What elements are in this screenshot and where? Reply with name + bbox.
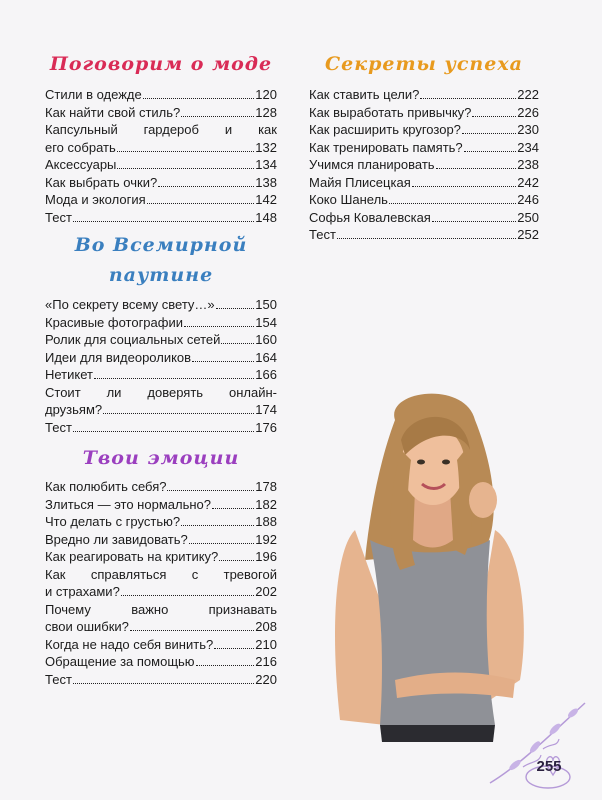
toc-entry-page: 230 [517, 122, 539, 137]
dot-leader [143, 86, 255, 99]
toc-entry-title: Как ставить цели? [309, 87, 420, 102]
toc-entry [309, 156, 539, 174]
toc-entry-page: 150 [255, 297, 277, 312]
dot-leader [103, 401, 254, 414]
toc-entry [309, 86, 539, 104]
toc-entry-row [45, 531, 277, 549]
toc-entry-page: 238 [517, 157, 539, 172]
toc-entry-page: 134 [255, 157, 277, 172]
toc-entry-row [45, 104, 277, 122]
dot-leader [436, 156, 517, 169]
dot-leader [221, 331, 254, 344]
toc-entry [45, 104, 277, 122]
toc-entry-row [45, 583, 277, 601]
toc-entry-title: Тест [45, 671, 72, 687]
toc-entry [309, 139, 539, 157]
toc-entry [45, 636, 277, 654]
toc-entry-row [309, 174, 539, 192]
toc-entry-page: 252 [517, 227, 539, 242]
toc-entry-title: Как полюбить себя? [45, 479, 167, 494]
toc-entry [45, 314, 277, 332]
toc-entry-row [45, 209, 277, 227]
toc-entry-row [309, 209, 539, 227]
toc-entry-title: Ролик для социальных сетей [45, 332, 221, 347]
toc-entry-row [309, 226, 539, 244]
toc-entry-title: Тест [309, 227, 336, 242]
dot-leader [181, 513, 254, 526]
toc-entry [45, 86, 277, 104]
toc-entry [45, 671, 277, 689]
toc-entry-title: Идеи для видеороликов [45, 349, 192, 365]
toc-entry [45, 331, 277, 349]
toc-entry-title: «По секрету всему свету…» [45, 297, 215, 312]
toc-entry-row [45, 366, 277, 384]
toc-entry-page: 176 [255, 419, 277, 435]
toc-entry [309, 209, 539, 227]
toc-entry-page: 154 [255, 314, 277, 330]
dot-leader [73, 209, 254, 222]
dot-leader [192, 349, 254, 362]
toc-entry-page: 174 [255, 402, 277, 417]
toc-entry-row [45, 331, 277, 349]
toc-entry-title: Как тренировать память? [309, 139, 463, 155]
dot-leader [462, 121, 516, 134]
toc-entry-title: Как реагировать на критику? [45, 549, 219, 564]
dot-leader [412, 174, 517, 187]
toc-entry-page: 142 [255, 192, 277, 207]
dot-leader [167, 478, 254, 491]
toc-entry-title: Злиться — это нормально? [45, 496, 211, 512]
toc-list-fashion [45, 86, 277, 226]
toc-entry-line [45, 566, 277, 584]
toc-entry-title: Нетикет [45, 367, 93, 382]
dot-leader [196, 653, 255, 666]
toc-entry-page: 188 [255, 514, 277, 529]
toc-entry-title: Майя Плисецкая [309, 174, 411, 190]
toc-entry [309, 226, 539, 244]
toc-entry-title: Как найти свой стиль? [45, 104, 181, 120]
toc-entry-row [45, 401, 277, 419]
toc-list-success [309, 86, 539, 244]
toc-entry-title: Обращение за помощью [45, 654, 195, 669]
toc-entry-row [45, 419, 277, 437]
decorative-sprig-icon [485, 695, 590, 790]
dot-leader [121, 583, 254, 596]
dot-leader [214, 636, 254, 649]
toc-entry-row [45, 156, 277, 174]
toc-entry-row [45, 349, 277, 367]
toc-entry-text: Стоит ли доверять онлайн- [45, 384, 277, 400]
toc-entry-line [45, 121, 277, 139]
toc-list-emotions [45, 478, 277, 688]
toc-entry [309, 174, 539, 192]
toc-entry-page: 166 [255, 367, 277, 382]
toc-entry-page: 138 [255, 174, 277, 190]
toc-entry-row [45, 548, 277, 566]
toc-entry [45, 174, 277, 192]
toc-entry-row [45, 671, 277, 689]
toc-entry-title: Красивые фотографии [45, 314, 183, 330]
dot-leader [189, 531, 255, 544]
section-title-success: Секреты успеха [325, 53, 523, 75]
toc-entry-title: Как выработать привычку? [309, 104, 472, 120]
dot-leader [464, 139, 517, 152]
dot-leader [432, 209, 516, 222]
toc-entry-row [45, 618, 277, 636]
toc-entry-row [45, 139, 277, 157]
toc-list-web [45, 296, 277, 436]
toc-entry-line [45, 384, 277, 402]
toc-entry-page: 120 [255, 87, 277, 102]
toc-entry [45, 601, 277, 636]
toc-entry-page: 222 [517, 87, 539, 102]
toc-entry [309, 121, 539, 139]
toc-entry-title: Мода и экология [45, 192, 146, 207]
toc-entry-row [309, 191, 539, 209]
toc-entry [45, 366, 277, 384]
dot-leader [181, 104, 254, 117]
section-title-web-line1: Во Всемирной [74, 234, 248, 256]
section-title-emotions: Твои эмоции [82, 447, 240, 469]
toc-entry-title: его собрать [45, 139, 116, 155]
toc-entry-page: 182 [255, 496, 277, 512]
dot-leader [184, 314, 254, 327]
toc-entry [45, 191, 277, 209]
toc-entry-page: 178 [255, 479, 277, 494]
toc-entry [45, 478, 277, 496]
dot-leader [212, 496, 254, 509]
toc-entry [45, 496, 277, 514]
dot-leader [337, 226, 516, 239]
toc-entry [45, 531, 277, 549]
toc-entry-line [45, 601, 277, 619]
section-title-fashion: Поговорим о моде [49, 53, 273, 75]
toc-entry-page: 202 [255, 584, 277, 599]
toc-entry [45, 349, 277, 367]
toc-entry-row [309, 104, 539, 122]
toc-entry-page: 160 [255, 332, 277, 347]
dot-leader [389, 191, 516, 204]
toc-entry-row [45, 296, 277, 314]
toc-entry-title: Тест [45, 419, 72, 435]
toc-entry-title: Вредно ли завидовать? [45, 531, 188, 547]
dot-leader [472, 104, 516, 117]
section-title-web-line2: паутине [108, 264, 214, 286]
toc-entry-row [45, 191, 277, 209]
toc-entry [45, 156, 277, 174]
dot-leader [73, 419, 254, 432]
toc-entry-title: друзьям? [45, 402, 103, 417]
toc-entry-title: Что делать с грустью? [45, 514, 181, 529]
toc-entry-title: и страхами? [45, 584, 120, 599]
toc-entry [45, 296, 277, 314]
toc-entry-row [45, 478, 277, 496]
toc-entry-page: 210 [255, 636, 277, 652]
toc-entry-title: Учимся планировать [309, 157, 435, 172]
dot-leader [216, 296, 255, 309]
toc-entry-row [309, 86, 539, 104]
dot-leader [94, 366, 254, 379]
dot-leader [158, 174, 254, 187]
toc-entry [45, 209, 277, 227]
toc-entry-row [45, 174, 277, 192]
page-number: 255 [536, 758, 562, 775]
toc-entry-row [45, 513, 277, 531]
toc-entry [309, 104, 539, 122]
toc-entry-page: 250 [517, 209, 539, 225]
girl-photo [325, 380, 535, 745]
toc-entry-text: Почему важно признавать [45, 601, 277, 617]
toc-entry-text: Капсульный гардероб и как [45, 122, 277, 137]
toc-entry [45, 384, 277, 419]
toc-entry [45, 548, 277, 566]
toc-entry-page: 220 [255, 671, 277, 687]
toc-entry-page: 164 [255, 349, 277, 365]
toc-entry-page: 132 [255, 139, 277, 155]
toc-entry-title: Коко Шанель [309, 192, 388, 207]
toc-entry-title: Софья Ковалевская [309, 209, 431, 225]
toc-entry-title: Аксессуары [45, 157, 117, 172]
toc-entry-page: 208 [255, 619, 277, 634]
toc-entry-page: 242 [517, 174, 539, 190]
dot-leader [130, 618, 254, 631]
toc-entry-text: Как справляться с тревогой [45, 566, 277, 582]
toc-entry-page: 226 [517, 104, 539, 120]
toc-entry-row [45, 496, 277, 514]
toc-entry-title: Стили в одежде [45, 87, 142, 102]
dot-leader [219, 548, 254, 561]
toc-entry-row [309, 156, 539, 174]
toc-entry [45, 566, 277, 601]
dot-leader [73, 671, 254, 684]
dot-leader [117, 139, 255, 152]
toc-entry-row [45, 653, 277, 671]
toc-entry-page: 196 [255, 549, 277, 564]
dot-leader [147, 191, 255, 204]
toc-entry-page: 246 [517, 192, 539, 207]
toc-entry-title: Как расширить кругозор? [309, 122, 461, 137]
toc-entry-row [45, 636, 277, 654]
toc-entry [309, 191, 539, 209]
toc-entry-row [309, 139, 539, 157]
dot-leader [420, 86, 516, 99]
toc-entry-title: Тест [45, 209, 72, 225]
toc-entry [45, 121, 277, 156]
toc-entry [45, 419, 277, 437]
toc-entry [45, 513, 277, 531]
toc-entry-row [309, 121, 539, 139]
toc-entry-page: 234 [517, 139, 539, 155]
toc-entry-page: 216 [255, 654, 277, 669]
toc-entry-title: Когда не надо себя винить? [45, 636, 214, 652]
toc-entry [45, 653, 277, 671]
toc-entry-row [45, 86, 277, 104]
toc-entry-page: 192 [255, 531, 277, 547]
dot-leader [117, 156, 254, 169]
toc-entry-title: Как выбрать очки? [45, 174, 158, 190]
toc-entry-page: 128 [255, 104, 277, 120]
toc-entry-row [45, 314, 277, 332]
toc-entry-title: свои ошибки? [45, 619, 129, 634]
toc-entry-page: 148 [255, 209, 277, 225]
